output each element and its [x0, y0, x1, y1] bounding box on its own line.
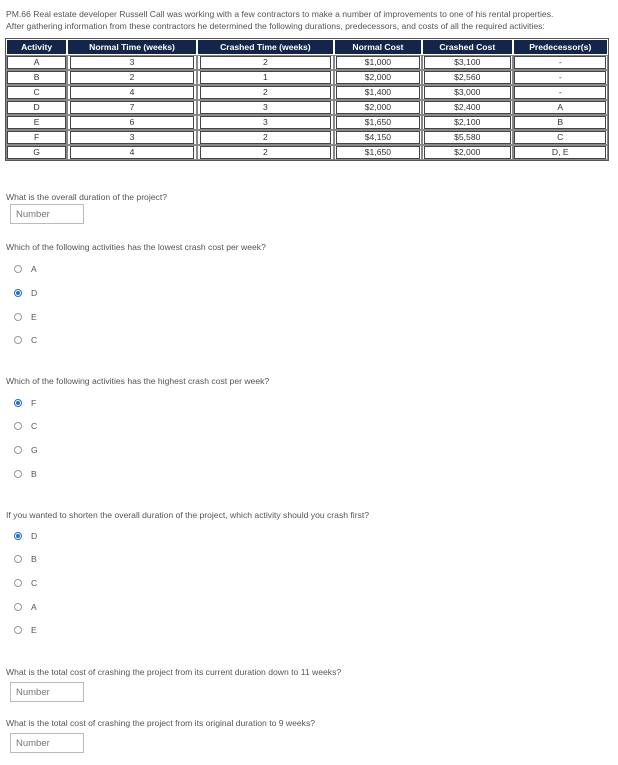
table-cell — [513, 70, 608, 85]
option-label: B — [31, 469, 37, 479]
option-label: C — [31, 578, 38, 588]
table-cell — [67, 115, 197, 130]
question-cost-to-9-weeks: What is the total cost of crashing the project from its original duration to 9 weeks? — [6, 718, 316, 728]
table-cell — [197, 55, 334, 70]
radio-button[interactable] — [14, 555, 22, 563]
cell-value: $3,000 — [424, 86, 511, 99]
option-label: A — [31, 602, 37, 612]
table-row — [6, 55, 608, 70]
cell-value: $2,560 — [424, 71, 511, 84]
table-cell — [6, 100, 67, 115]
radio-button[interactable] — [14, 446, 22, 454]
table-cell — [67, 100, 197, 115]
cell-value: 2 — [200, 86, 332, 99]
table-cell — [197, 70, 334, 85]
cell-value: - — [514, 71, 606, 84]
radio-option-lowest-d[interactable] — [14, 287, 37, 299]
question-lowest-crash-cost: Which of the following activities has the lowest crash cost per week? — [6, 242, 266, 252]
column-header: Normal Time (weeks) — [67, 39, 197, 55]
radio-option-lowest-a[interactable] — [14, 263, 37, 275]
radio-button-selected[interactable] — [14, 289, 22, 297]
cell-value: 6 — [70, 116, 195, 129]
cell-value: A — [7, 56, 66, 69]
radio-option-lowest-c[interactable] — [14, 334, 37, 346]
cell-value: G — [7, 146, 66, 159]
cell-value: D, E — [514, 146, 606, 159]
radio-button[interactable] — [14, 470, 22, 478]
radio-button[interactable] — [14, 336, 22, 344]
radio-option-highest-g[interactable] — [14, 444, 38, 456]
option-label: C — [31, 421, 38, 431]
option-label: E — [31, 625, 37, 635]
table-cell — [334, 130, 422, 145]
table-row — [6, 130, 608, 145]
column-header: Crashed Cost — [422, 39, 513, 55]
cell-value: 4 — [70, 146, 195, 159]
table-cell — [6, 145, 67, 160]
table-cell — [513, 115, 608, 130]
cell-value: $2,000 — [336, 101, 421, 114]
radio-option-crash-c[interactable] — [14, 577, 37, 589]
cell-value: $2,100 — [424, 116, 511, 129]
radio-button[interactable] — [14, 579, 22, 587]
table-cell — [334, 145, 422, 160]
question-cost-to-11-weeks: What is the total cost of crashing the project from its current duration down to 11 weeks? — [6, 667, 342, 677]
radio-button[interactable] — [14, 265, 22, 273]
cell-value: A — [514, 101, 606, 114]
table-cell — [197, 100, 334, 115]
cell-value: 4 — [70, 86, 195, 99]
cell-value: $1,650 — [336, 146, 421, 159]
option-label: C — [31, 335, 38, 345]
table-cell — [513, 145, 608, 160]
radio-button[interactable] — [14, 313, 22, 321]
cell-value: - — [514, 86, 606, 99]
table-cell — [422, 55, 513, 70]
problem-statement — [6, 8, 614, 32]
cell-value: 3 — [70, 56, 195, 69]
table-cell — [334, 55, 422, 70]
table-cell — [67, 55, 197, 70]
cell-value: 1 — [200, 71, 332, 84]
cell-value: 3 — [70, 131, 195, 144]
option-label: D — [31, 288, 38, 298]
table-cell — [6, 115, 67, 130]
radio-button-selected[interactable] — [14, 399, 22, 407]
cell-value: 2 — [200, 56, 332, 69]
cell-value: $5,580 — [424, 131, 511, 144]
table-cell — [513, 85, 608, 100]
radio-option-crash-b[interactable] — [14, 553, 37, 565]
cell-value: F — [7, 131, 66, 144]
cell-value: B — [7, 71, 66, 84]
option-label: G — [31, 445, 38, 455]
table-cell — [6, 85, 67, 100]
option-label: A — [31, 264, 37, 274]
table-cell — [422, 130, 513, 145]
table-header-row — [6, 39, 608, 55]
radio-option-crash-e[interactable] — [14, 624, 37, 636]
cell-value: 3 — [200, 116, 332, 129]
cell-value: C — [7, 86, 66, 99]
table-row — [6, 115, 608, 130]
radio-option-crash-a[interactable] — [14, 601, 37, 613]
cell-value: 7 — [70, 101, 195, 114]
table-cell — [422, 145, 513, 160]
radio-option-lowest-e[interactable] — [14, 311, 37, 323]
question-overall-duration: What is the overall duration of the project? — [6, 192, 167, 202]
table-cell — [197, 85, 334, 100]
cost-to-9-weeks-input[interactable] — [10, 733, 84, 753]
table-cell — [6, 70, 67, 85]
table-cell — [67, 145, 197, 160]
table-cell — [422, 85, 513, 100]
cell-value: 2 — [70, 71, 195, 84]
option-label: B — [31, 554, 37, 564]
radio-option-highest-f[interactable] — [14, 397, 36, 409]
table-row — [6, 100, 608, 115]
cell-value: 3 — [200, 101, 332, 114]
table-cell — [67, 130, 197, 145]
table-cell — [334, 70, 422, 85]
option-label: F — [31, 398, 37, 408]
cell-value: $2,000 — [336, 71, 421, 84]
question-crash-first: If you wanted to shorten the overall duration of the project, which activity should you crash first? — [6, 510, 370, 520]
radio-button[interactable] — [14, 422, 22, 430]
cell-value: E — [7, 116, 66, 129]
radio-button[interactable] — [14, 626, 22, 634]
cell-value: - — [514, 56, 606, 69]
table-cell — [513, 55, 608, 70]
table-cell — [422, 70, 513, 85]
radio-button-selected[interactable] — [14, 532, 22, 540]
table-cell — [67, 70, 197, 85]
table-cell — [6, 130, 67, 145]
table-row — [6, 85, 608, 100]
cell-value: 2 — [200, 131, 332, 144]
table-cell — [513, 130, 608, 145]
cell-value: $1,650 — [336, 116, 421, 129]
table-cell — [422, 115, 513, 130]
table-cell — [422, 100, 513, 115]
cell-value: $4,150 — [336, 131, 421, 144]
cell-value: C — [514, 131, 606, 144]
table-cell — [334, 100, 422, 115]
cost-to-11-weeks-input[interactable] — [10, 682, 84, 702]
column-header: Activity — [6, 39, 67, 55]
cell-value: $1,400 — [336, 86, 421, 99]
cell-value: D — [7, 101, 66, 114]
table-cell — [334, 115, 422, 130]
column-header: Crashed Time (weeks) — [197, 39, 334, 55]
radio-button[interactable] — [14, 603, 22, 611]
problem-line-2: After gathering information from these contractors he determined the following durations, predecessors, and costs of all the required activities: — [6, 21, 545, 31]
cell-value: $2,400 — [424, 101, 511, 114]
cell-value: $2,000 — [424, 146, 511, 159]
table-cell — [67, 85, 197, 100]
question-highest-crash-cost: Which of the following activities has the highest crash cost per week? — [6, 376, 270, 386]
activity-table — [5, 38, 609, 161]
option-label: E — [31, 312, 37, 322]
table-cell — [6, 55, 67, 70]
overall-duration-input[interactable] — [10, 204, 84, 224]
cell-value: $3,100 — [424, 56, 511, 69]
radio-option-highest-c[interactable] — [14, 420, 37, 432]
table-cell — [197, 145, 334, 160]
cell-value: B — [514, 116, 606, 129]
radio-option-crash-d[interactable] — [14, 530, 37, 542]
problem-line-1: PM.66 Real estate developer Russell Call was working with a few contractors to make a number of improvements to one of his rental properties. — [6, 9, 554, 19]
table-cell — [197, 130, 334, 145]
cell-value: $1,000 — [336, 56, 421, 69]
cell-value: 2 — [200, 146, 332, 159]
radio-option-highest-b[interactable] — [14, 468, 37, 480]
column-header: Predecessor(s) — [513, 39, 608, 55]
table-cell — [334, 85, 422, 100]
table-cell — [513, 100, 608, 115]
table-cell — [197, 115, 334, 130]
table-row — [6, 145, 608, 160]
column-header: Normal Cost — [334, 39, 422, 55]
table-row — [6, 70, 608, 85]
option-label: D — [31, 531, 38, 541]
